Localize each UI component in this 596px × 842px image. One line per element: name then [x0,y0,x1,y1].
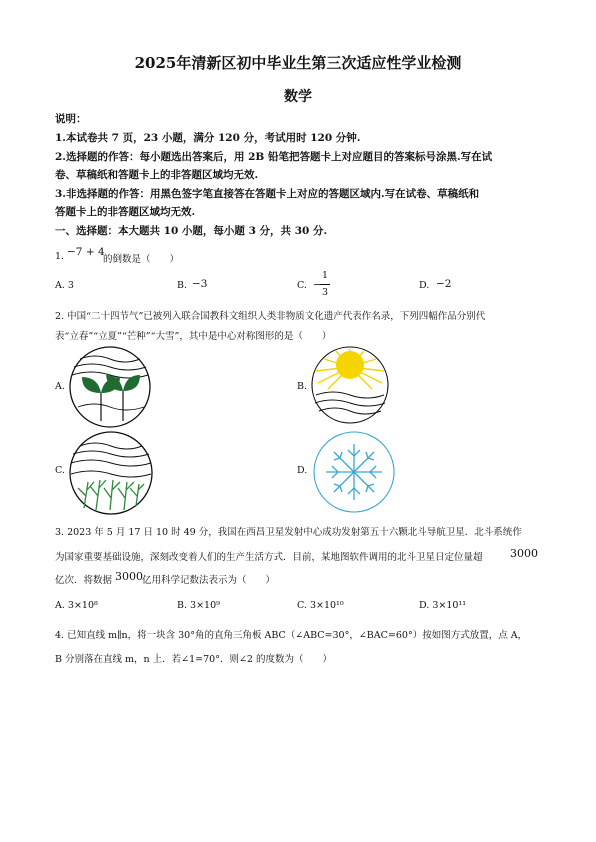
q1-number: 1. [55,251,65,262]
q1-stem: 的倒数是（ ） [103,254,180,265]
q3-line-3c: 亿用科学记数法表示为（ ） [142,575,276,586]
sprout-circle-image [68,345,152,429]
q3-option-d: D. 3×10¹¹ [419,600,467,611]
instruction-line-1: 1.本试卷共 7 页，23 小题，满分 120 分，考试用时 120 分钟. [55,132,361,144]
q4-line-2: B 分别落在直线 m，n 上．若∠1=70°．则∠2 的度数为（ ） [55,654,332,665]
q3-line-3a: 亿次．将数据 [55,575,113,586]
instructions-heading: 说明： [55,113,87,125]
q2-option-d-label: D. [297,465,308,476]
sun-circle-image [310,345,390,425]
q2-option-c-label: C. [55,465,65,476]
q3-option-c: C. 3×10¹⁰ [297,600,344,611]
q1-option-d-label: D. [419,280,430,291]
q1-option-c-sign: − [313,279,322,291]
instruction-line-2a: 2.选择题的作答：每小题选出答案后，用 2B 铅笔把答题卡上对应题目的答案标号涂黑.写在试 [55,151,493,163]
q2-line-2: 表“立春”“立夏”“芒种”“大雪”，其中是中心对称图形的是（ ） [55,331,332,342]
q1-option-c-numerator: 1 [321,270,329,281]
exam-title: 2025年清新区初中毕业生第三次适应性学业检测 [134,54,462,72]
q2-option-a-label: A. [55,381,65,392]
q3-option-b: B. 3×10⁹ [177,600,220,611]
instruction-line-3b: 答题卡上的非答题区域均无效. [55,206,196,218]
q1-option-c-label: C. [297,280,307,291]
q3-line-2b: 3000 [510,547,538,560]
q2-option-b-label: B. [297,381,308,392]
q1-option-a: A. 3 [55,280,74,291]
q2-line-1: 2. 中国“二十四节气”已被列入联合国教科文组织人类非物质文化遗产代表作名录，下列四幅作品分别代 [55,311,486,322]
q3-option-a: A. 3×10⁸ [55,600,98,611]
q3-line-1: 3. 2023 年 5 月 17 日 10 时 49 分，我国在西昌卫星发射中心成功发射第五十六颗北斗导航卫星．北斗系统作 [55,527,522,538]
instruction-line-3a: 3.非选择题的作答：用黑色签字笔直接答在答题卡上对应的答题区域内.写在试卷、草稿纸和 [55,188,480,200]
subject-title: 数学 [284,89,312,105]
q4-line-1: 4. 已知直线 m∥n，将一块含 30°角的直角三角板 ABC（∠ABC=30°，∠BAC=60°）按如图方式放置，点 A， [55,630,528,641]
q1-option-b-value: −3 [192,278,208,290]
q1-expression: −7 + 4 [67,246,105,258]
q1-option-c-denominator: 3 [321,287,329,298]
q3-line-2a: 为国家重要基础设施，深刻改变着人们的生产生活方式．目前，某地图软件调用的北斗卫星日定位量超 [55,552,483,563]
section-heading: 一、选择题：本大题共 10 小题，每小题 3 分，共 30 分. [55,225,328,237]
q1-option-b-label: B. [177,280,188,291]
grass-circle-image [68,430,154,516]
fraction-bar [320,284,330,285]
q3-line-3b: 3000 [115,570,143,583]
q1-option-d-value: −2 [436,278,452,290]
snowflake-circle-image [312,430,396,514]
instruction-line-2b: 卷、草稿纸和答题卡上的非答题区域均无效. [55,169,259,181]
